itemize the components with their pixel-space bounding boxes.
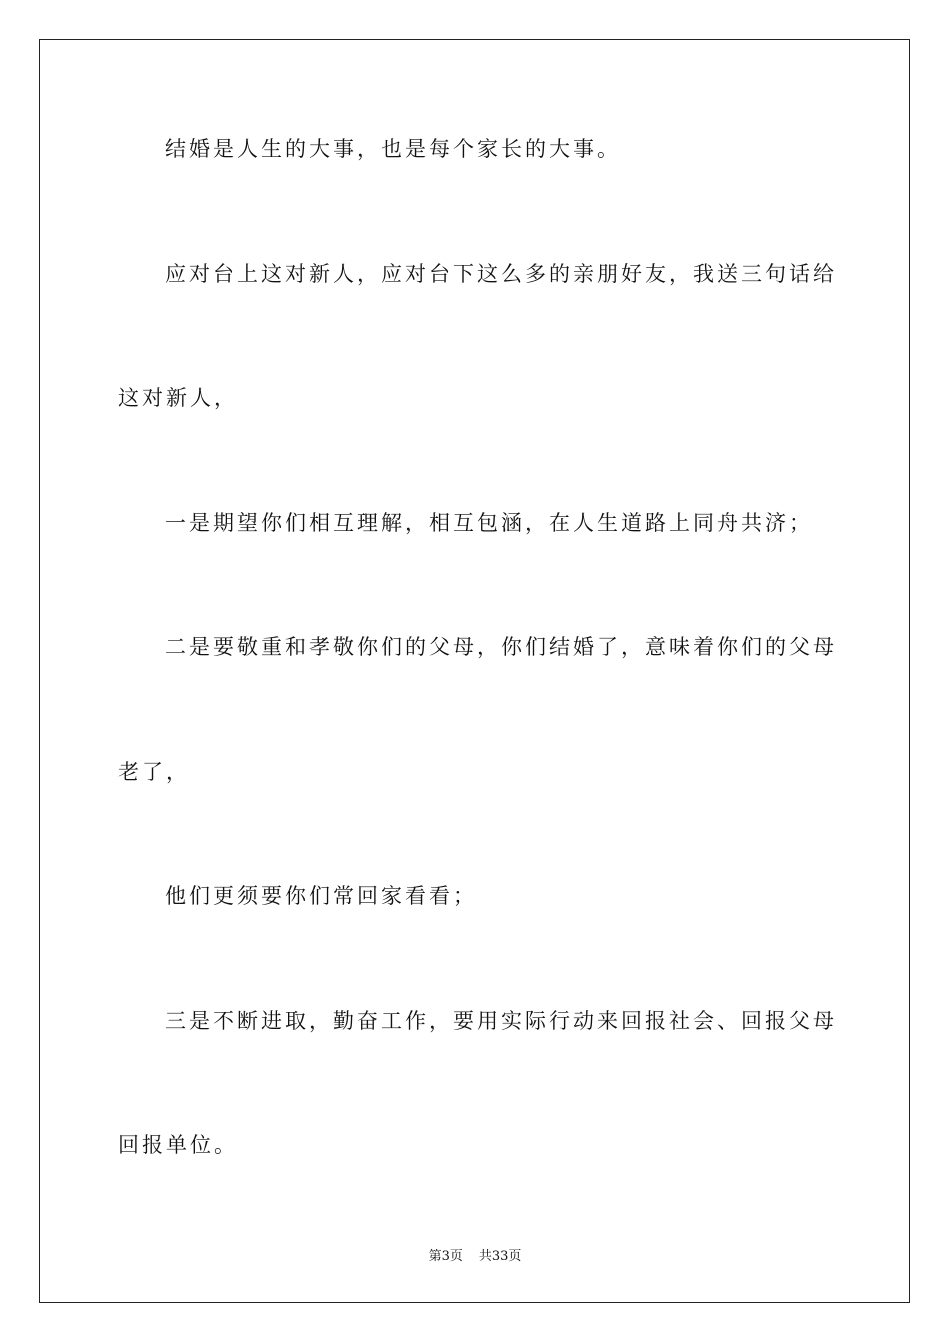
paragraph-line: 这对新人，	[118, 386, 238, 410]
page-number: 第3页	[428, 1249, 463, 1264]
total-pages: 共33页	[478, 1249, 522, 1264]
paragraph-line: 老了，	[118, 760, 190, 784]
paragraph-line: 回报单位。	[118, 1133, 238, 1157]
paragraph-line: 二是要敬重和孝敬你们的父母，你们结婚了，意味着你们的父母	[165, 635, 837, 659]
page-border	[39, 39, 910, 1303]
paragraph-line: 他们更须要你们常回家看看；	[165, 884, 477, 908]
paragraph-line: 一是期望你们相互理解，相互包涵，在人生道路上同舟共济；	[165, 511, 813, 535]
paragraph-line: 结婚是人生的大事，也是每个家长的大事。	[165, 137, 621, 161]
page-footer	[0, 1248, 950, 1266]
paragraph-line: 三是不断进取，勤奋工作，要用实际行动来回报社会、回报父母	[165, 1009, 837, 1033]
paragraph-line: 应对台上这对新人，应对台下这么多的亲朋好友，我送三句话给	[165, 262, 837, 286]
